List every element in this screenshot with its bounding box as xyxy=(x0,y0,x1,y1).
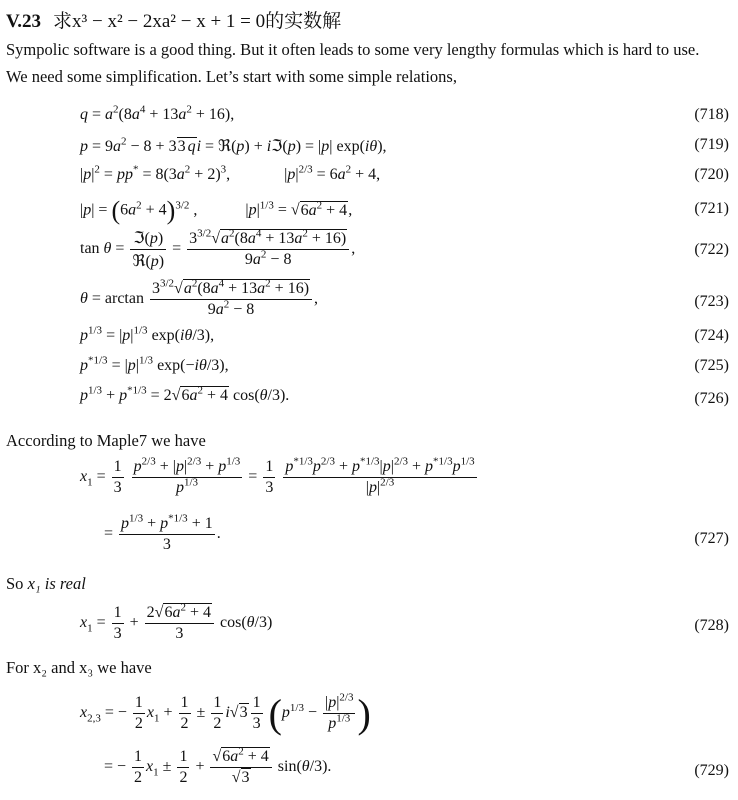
equation-number-719: (719) xyxy=(694,136,729,153)
equation-number-718: (718) xyxy=(694,106,729,123)
equation-722: tan θ = $\frac{\text{ℑ(p)}}{\text{ℜ(p)}}$ = $\frac{3^{3/2}√a^2(8a^4 + 13a^2 + 16)}{9a^2 - 8}$ , xyxy=(80,227,356,270)
equation-727-line-1: $x_1$ = $\frac{1}{3}$ $\frac{p^{2/3} + |p|^{2/3} + p^{1/3}}{p^{1/3}}$ = $\frac{1}{3}$ $\frac{p^{*1/3}p^{2/3} + p^{*1/3}|p|^{2/3} + p^{*1/3}p^{1/3}}{|p|^{2/3}}$ xyxy=(80,455,475,496)
section-number: V.23 xyxy=(6,11,42,32)
text-maple: According to Maple7 we have xyxy=(6,431,206,450)
equation-729-line-2: = − $\frac{1}{2}$ $x_1$ ± $\frac{1}{2}$ + $\frac{√6a^2 + 4}{√3}$ sin(θ/3). xyxy=(104,745,332,786)
equation-727-line-2: = $\frac{p^{1/3} + p^{*1/3} + 1}{3}$ . xyxy=(104,512,221,553)
equation-726: $p^{1/3} + p^{*1/3} = 2√6a^2 + 4$ cos(θ/3). xyxy=(80,384,290,404)
section-title: 求x³ − x² − 2xa² − x + 1 = 0的实数解 xyxy=(53,11,342,32)
equation-723: θ = arctan $\frac{3^{3/2}√a^2(8a^4 + 13a^2 + 16)}{9a^2 - 8}$ , xyxy=(80,277,319,318)
equation-720: $|p|^2 = pp^* = 8(3a^2 + 2)^3$, $|p|^{2/3} = 6a^2 + 4$, xyxy=(80,163,381,183)
equation-729-line-1: $x_{2,3}$ = − $\frac{1}{2}$ $x_1$ + $\frac{1}{2}$ ± $\frac{1}{2}$ i√3 $\frac{1}{3}$ ($p^{1/3}$ − $\frac{|p|^{2/3}}{p^{1/3}}$ ) xyxy=(80,691,371,736)
equation-number-727: (727) xyxy=(694,530,729,547)
equation-719: $p = 9a^2 - 8 + 33$ qi = ℜ(p) + iℑ(p) = |p| exp(iθ), xyxy=(80,135,387,155)
equation-number-723: (723) xyxy=(694,293,729,310)
text-so-real xyxy=(6,570,86,597)
text-for-x2-x3: For x₂ and x₃ we have xyxy=(6,658,152,677)
equation-724: $p^{1/3} = |p|^{1/3}$ exp(iθ/3), xyxy=(80,324,215,344)
equation-725: $p^{*1/3} = |p|^{1/3}$ exp(−iθ/3), xyxy=(80,354,229,374)
text-x1-real: x₁ is real xyxy=(27,574,86,593)
equation-721: $|p| = (6a^2 + 4)^{3/2}$ , $|p|^{1/3} = √6a^2 + 4$, xyxy=(80,196,353,225)
section-heading xyxy=(6,6,341,33)
equation-number-721: (721) xyxy=(694,200,729,217)
equation-number-725: (725) xyxy=(694,357,729,374)
equation-number-728: (728) xyxy=(694,617,729,634)
intro-paragraph xyxy=(6,36,699,90)
equation-number-726: (726) xyxy=(694,390,729,407)
text-so-word: So xyxy=(6,574,24,593)
equation-number-722: (722) xyxy=(694,241,729,258)
equation-718: $q = a^2(8a^4 + 13a^2 + 16)$, xyxy=(80,103,235,123)
intro-line-1: Sympolic software is a good thing. But it often leads to some very lengthy formulas which is hard to use. xyxy=(6,40,700,59)
equation-number-720: (720) xyxy=(694,166,729,183)
equation-number-724: (724) xyxy=(694,327,729,344)
intro-line-2: We need some simplification. Let’s start with some simple relations, xyxy=(6,67,457,86)
equation-number-729: (729) xyxy=(694,762,729,779)
equation-728: $x_1$ = $\frac{1}{3}$ + $\frac{2√6a^2 + 4}{3}$ cos(θ/3) xyxy=(80,601,273,642)
